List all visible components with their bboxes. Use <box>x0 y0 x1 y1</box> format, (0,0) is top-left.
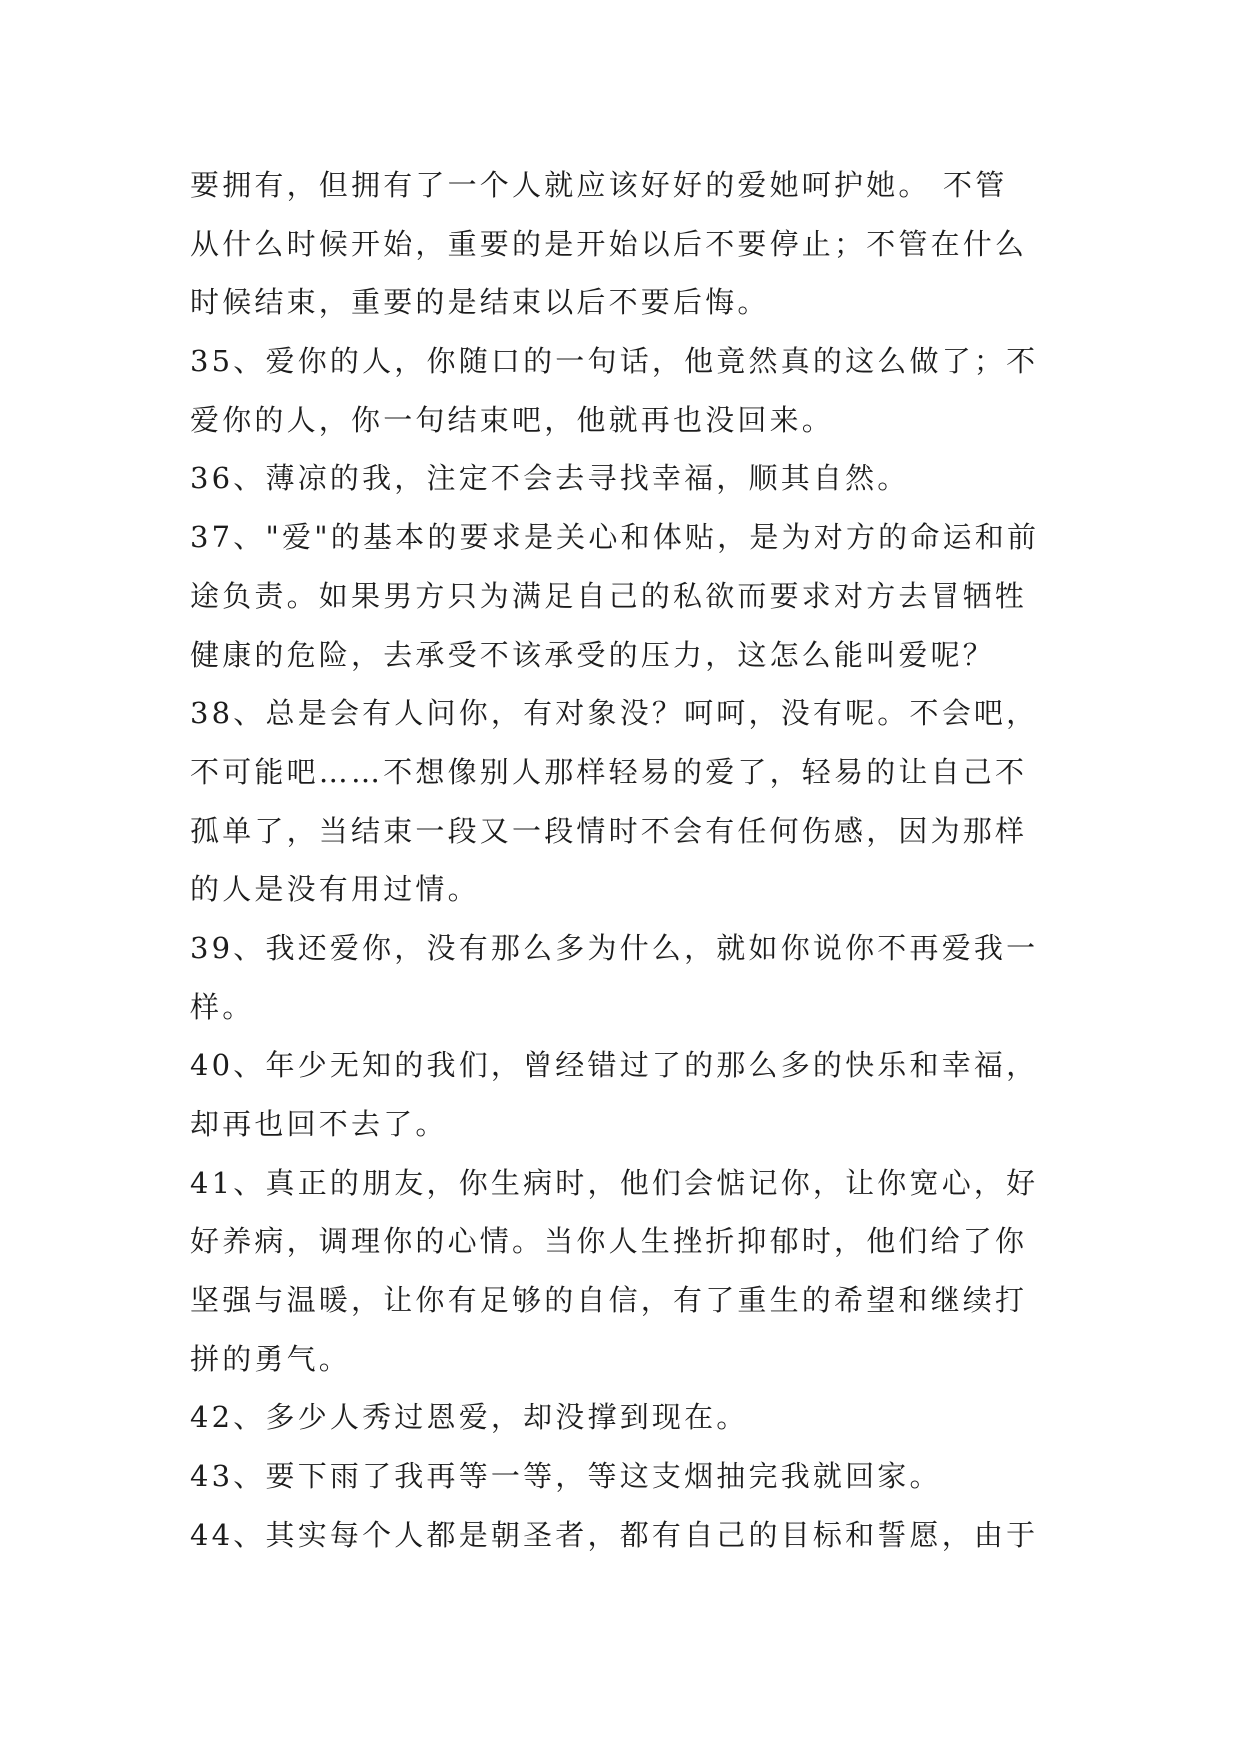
text-line: 的人是没有用过情。 <box>190 872 480 907</box>
text-line: 42、多少人秀过恩爱，却没撑到现在。 <box>190 1400 749 1435</box>
text-line: 41、真正的朋友，你生病时，他们会惦记你，让你宽心，好 <box>190 1165 1039 1200</box>
text-line: 时候结束，重要的是结束以后不要后悔。 <box>190 285 770 320</box>
text-line: 样。 <box>190 989 255 1024</box>
text-line: 爱你的人，你一句结束吧，他就再也没回来。 <box>190 402 835 437</box>
text-line: 38、总是会有人问你，有对象没？呵呵，没有呢。不会吧， <box>190 696 1039 731</box>
text-line: 从什么时候开始，重要的是开始以后不要停止；不管在什么 <box>190 226 1028 261</box>
text-line: 拼的勇气。 <box>190 1341 352 1376</box>
text-line: 健康的危险，去承受不该承受的压力，这怎么能叫爱呢？ <box>190 637 996 672</box>
text-line: 44、其实每个人都是朝圣者，都有自己的目标和誓愿，由于 <box>190 1517 1039 1552</box>
text-line: 却再也回不去了。 <box>190 1107 448 1141</box>
text-line: 途负责。如果男方只为满足自己的私欲而要求对方去冒牺牲 <box>190 578 1028 613</box>
document-body <box>190 156 1070 1565</box>
text-line: 不可能吧……不想像别人那样轻易的爱了，轻易的让自己不 <box>190 754 1028 789</box>
text-line: 35、爱你的人，你随口的一句话，他竟然真的这么做了；不 <box>190 344 1039 379</box>
text-line: 孤单了，当结束一段又一段情时不会有任何伤感，因为那样 <box>190 813 1028 848</box>
text-line: 好养病，调理你的心情。当你人生挫折抑郁时，他们给了你 <box>190 1224 1028 1259</box>
text-line: 37、"爱"的基本的要求是关心和体贴，是为对方的命运和前 <box>190 520 1040 555</box>
text-line: 要拥有，但拥有了一个人就应该好好的爱她呵护她。 不管 <box>190 168 1008 202</box>
text-line: 39、我还爱你，没有那么多为什么，就如你说你不再爱我一 <box>190 930 1039 965</box>
text-line: 43、要下雨了我再等一等，等这支烟抽完我就回家。 <box>190 1459 942 1494</box>
text-line: 36、薄凉的我，注定不会去寻找幸福，顺其自然。 <box>190 461 910 496</box>
text-line: 40、年少无知的我们，曾经错过了的那么多的快乐和幸福， <box>190 1048 1039 1083</box>
text-line: 坚强与温暖，让你有足够的自信，有了重生的希望和继续打 <box>190 1283 1028 1318</box>
